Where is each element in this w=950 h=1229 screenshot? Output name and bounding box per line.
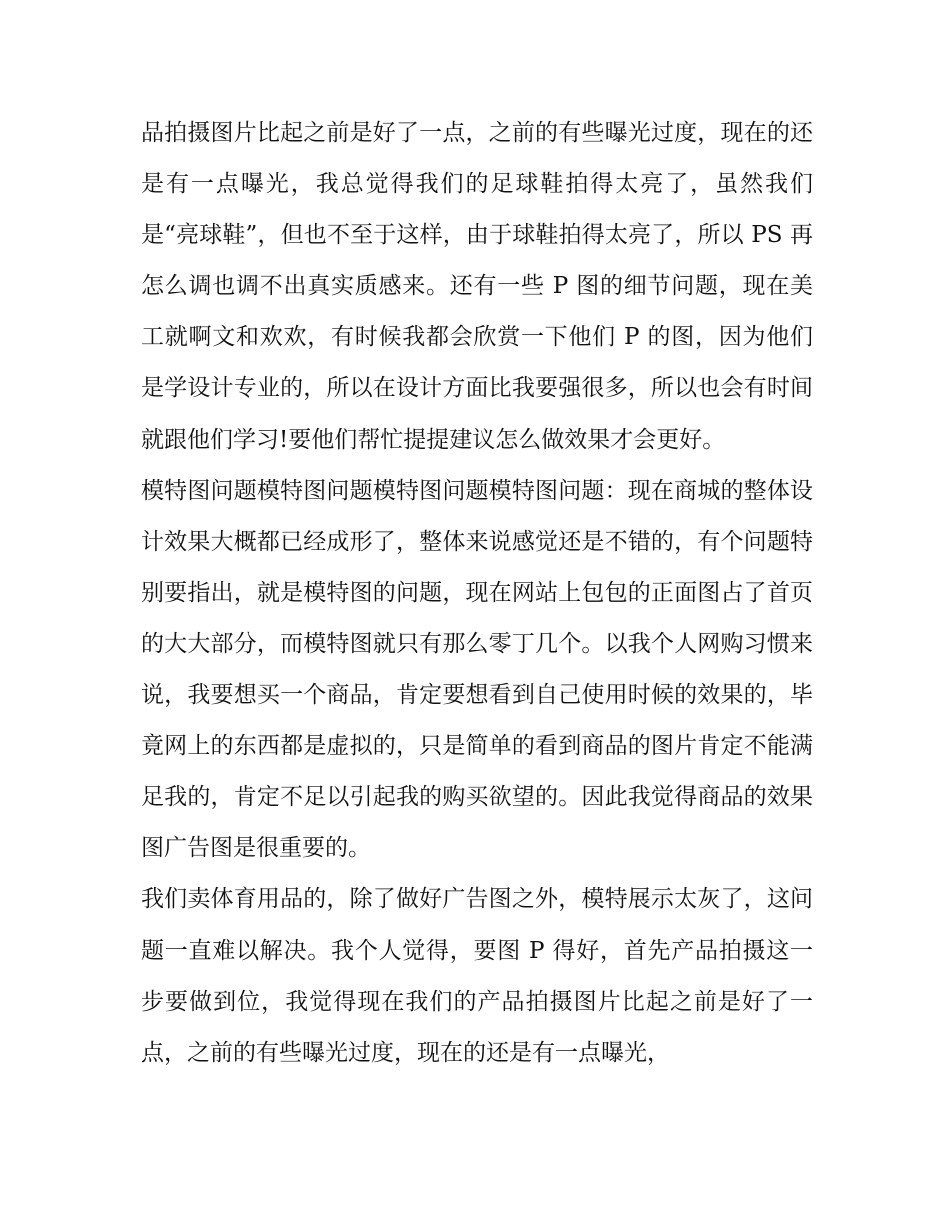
paragraph-2: 模特图问题模特图问题模特图问题模特图问题：现在商城的整体设计效果大概都已经成形了，整体来说感觉还是不错的，有个问题特别要指出，就是模特图的问题，现在网站上包包的正面图占了首页的大大部分，而模特图就只有那么零丁几个。以我个人网购习惯来说，我要想买一个商品，肯定要想看到自己使用时候的效果的，毕竟网上的东西都是虚拟的，只是简单的看到商品的图片肯定不能满足我的，肯定不足以引起我的购买欲望的。因此我觉得商品的效果图广告图是很重要的。: [141, 477, 813, 862]
paragraph-1: 品拍摄图片比起之前是好了一点，之前的有些曝光过度，现在的还是有一点曝光，我总觉得我们的足球鞋拍得太亮了，虽然我们是“亮球鞋”，但也不至于这样，由于球鞋拍得太亮了，所以 PS 再怎么调也调不出真实质感来。还有一些 P 图的细节问题，现在美工就啊文和欢欢，有时候我都会欣赏一下他们 P 的图，因为他们是学设计专业的，所以在设计方面比我要强很多，所以也会有时间就跟他们学习!要他们帮忙提提建议怎么做效果才会更好。: [141, 120, 813, 453]
body-text: [141, 108, 813, 1079]
paragraph-3: 我们卖体育用品的，除了做好广告图之外，模特展示太灰了，这问题一直难以解决。我个人觉得，要图 P 得好，首先产品拍摄这一步要做到位，我觉得现在我们的产品拍摄图片比起之前是好了一点，之前的有些曝光过度，现在的还是有一点曝光，: [141, 886, 813, 1066]
